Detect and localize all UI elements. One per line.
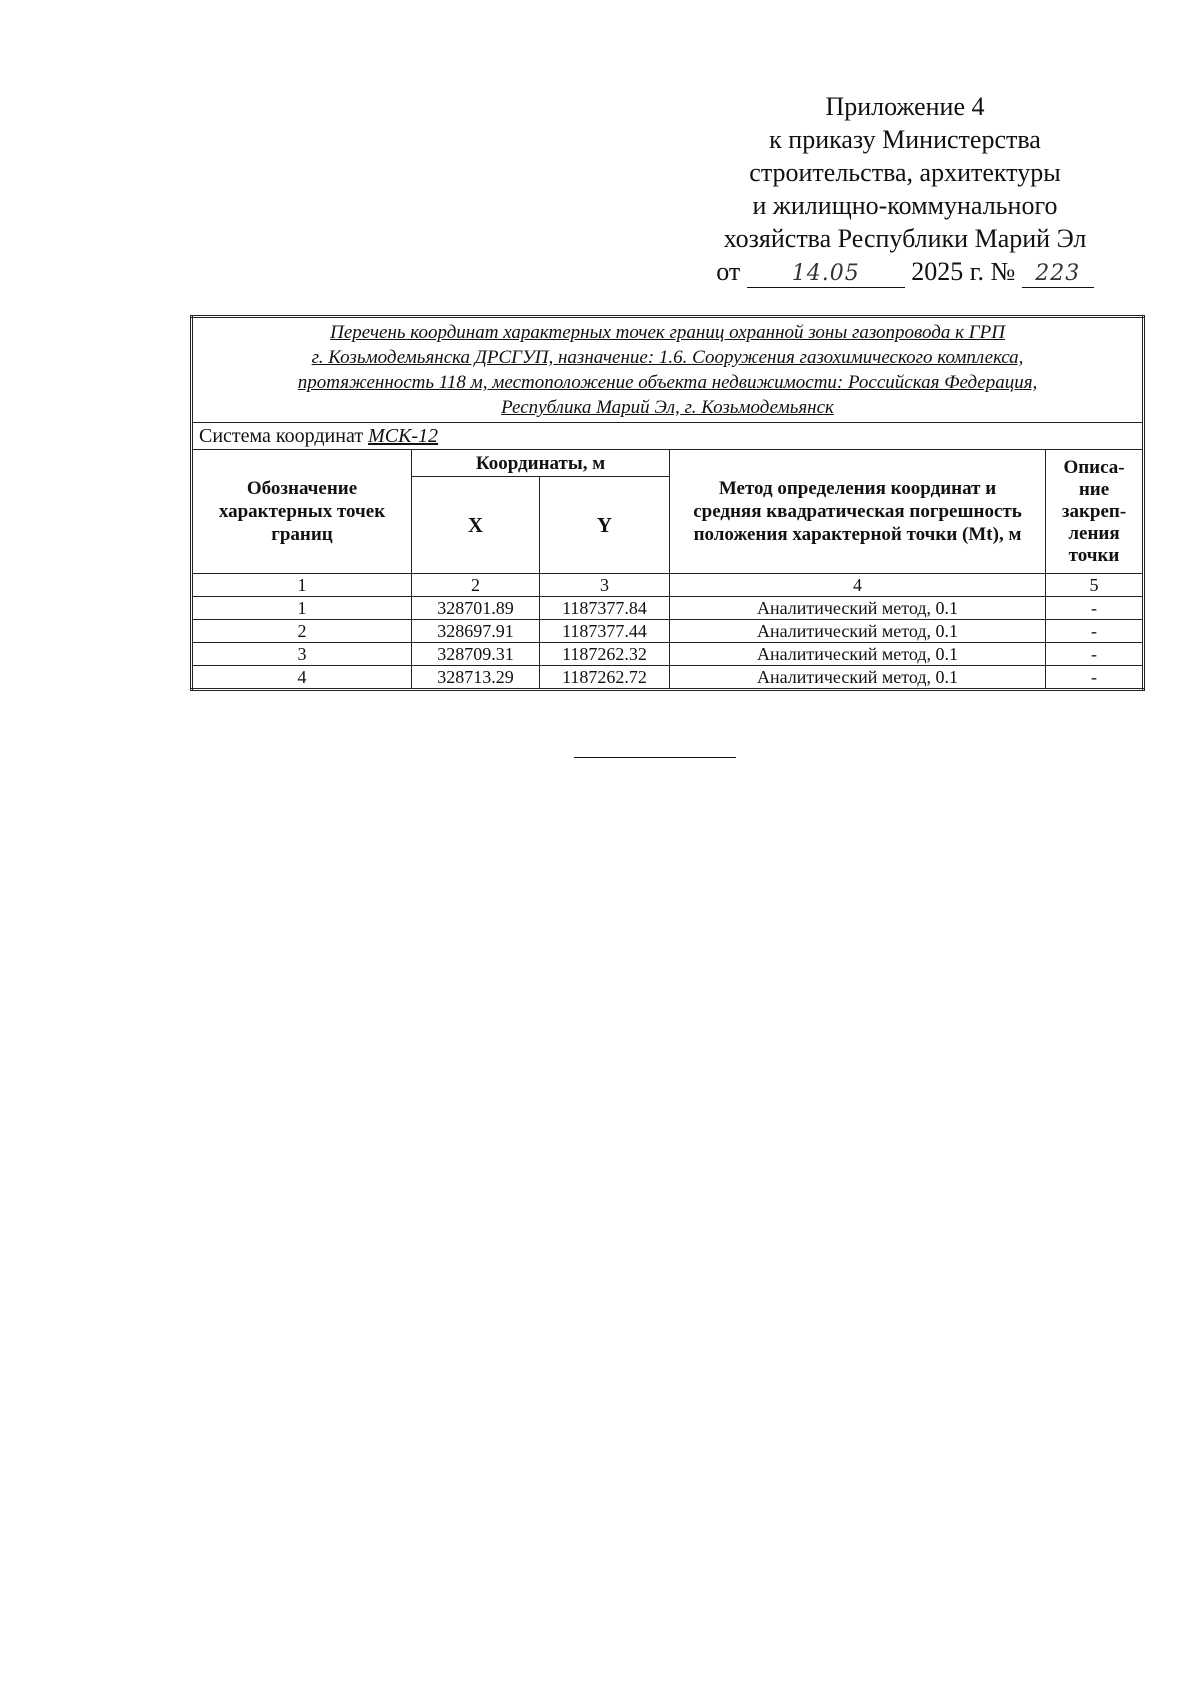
column-number: 5 [1046,574,1144,597]
column-numbers-row [192,574,1144,597]
point-id: 1 [192,597,412,620]
table-title-row [192,317,1144,423]
table-title-line-2: г. Козьмодемьянска ДРСГУП, назначение: 1.6. Сооружения газохимического комплекса, [311,347,1024,368]
order-number-handwritten: 223 [1022,261,1094,288]
end-of-document-rule [574,757,736,758]
year-number-label: 2025 г. № [911,257,1016,286]
table-title-line-3: протяженность 118 м, местоположение объекта недвижимости: Российская Федерация, [297,372,1038,393]
table-title [192,317,1144,423]
order-line-3: и жилищно-коммунального [752,191,1058,220]
description-cell: - [1046,643,1144,666]
appendix-title: Приложение 4 [825,92,985,121]
column-number: 2 [412,574,540,597]
coord-y: 1187377.44 [540,620,670,643]
order-line-4: хозяйства Республики Марий Эл [723,224,1087,253]
point-id: 3 [192,643,412,666]
appendix-header [690,90,1120,288]
description-cell: - [1046,666,1144,690]
point-id: 4 [192,666,412,690]
table-row [192,643,1144,666]
header-x: X [412,477,540,574]
point-id: 2 [192,620,412,643]
header-method: Метод определения координат и средняя квадратическая погрешность положения характерной точки (Mt), м [670,450,1046,574]
order-date-line [690,255,1120,288]
method-cell: Аналитический метод, 0.1 [670,666,1046,690]
header-description-line-3: закреп- [1061,500,1127,522]
description-cell: - [1046,597,1144,620]
method-cell: Аналитический метод, 0.1 [670,643,1046,666]
method-cell: Аналитический метод, 0.1 [670,597,1046,620]
coord-y: 1187262.72 [540,666,670,690]
coordinate-system-row [192,423,1144,450]
column-number: 1 [192,574,412,597]
table-title-line-1: Перечень координат характерных точек границ охранной зоны газопровода к ГРП [330,322,1005,343]
coord-x: 328713.29 [412,666,540,690]
header-row-1 [192,450,1144,477]
date-prefix: от [716,257,741,286]
system-value: МСК-12 [368,424,439,447]
coord-y: 1187377.84 [540,597,670,620]
header-description [1046,450,1144,574]
system-label: Система координат [199,424,364,447]
table-title-line-4: Республика Марий Эл, г. Козьмодемьянск [501,397,834,418]
header-description-line-4: ления [1068,522,1120,544]
coord-y: 1187262.32 [540,643,670,666]
coordinates-table [190,315,1145,691]
table-row [192,620,1144,643]
description-cell: - [1046,620,1144,643]
table-row [192,597,1144,620]
coord-x: 328709.31 [412,643,540,666]
column-number: 3 [540,574,670,597]
order-line-1: к приказу Министерства [769,125,1041,154]
coordinate-system [192,423,1144,450]
order-line-2: строительства, архитектуры [749,158,1061,187]
coord-x: 328701.89 [412,597,540,620]
column-number: 4 [670,574,1046,597]
header-point-designation: Обозначение характерных точек границ [192,450,412,574]
method-cell: Аналитический метод, 0.1 [670,620,1046,643]
header-description-line-2: ние [1078,478,1110,500]
date-handwritten: 14.05 [747,261,905,288]
header-coordinates: Координаты, м [412,450,670,477]
header-y: Y [540,477,670,574]
header-description-line-1: Описа- [1063,456,1125,478]
table-row [192,666,1144,690]
coord-x: 328697.91 [412,620,540,643]
header-description-line-5: точки [1068,544,1120,566]
